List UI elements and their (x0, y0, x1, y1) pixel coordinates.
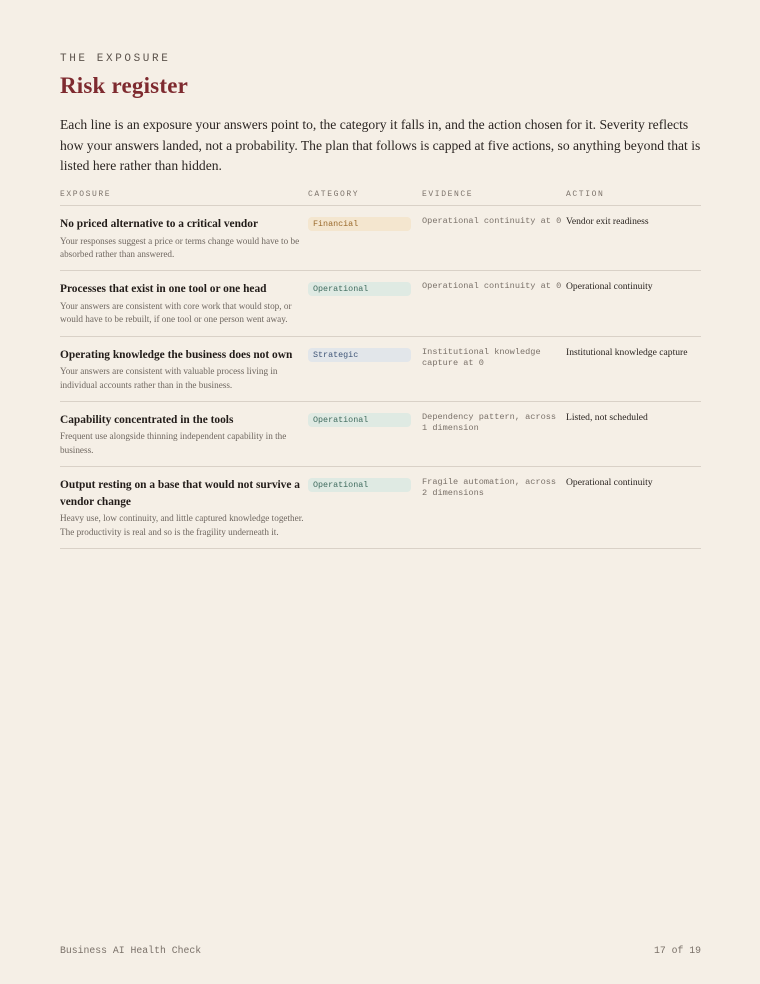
exposure-cell (60, 467, 308, 549)
table-row (60, 336, 701, 401)
category-badge: Financial (308, 217, 411, 231)
action-cell: Institutional knowledge capture (566, 336, 701, 401)
exposure-title: Processes that exist in one tool or one head (60, 283, 267, 296)
exposure-cell (60, 206, 308, 271)
category-cell (308, 206, 422, 271)
table-row (60, 206, 701, 271)
exposure-title: Output resting on a base that would not survive a vendor change (60, 479, 300, 508)
table-row (60, 401, 701, 466)
exposure-cell (60, 336, 308, 401)
category-badge: Operational (308, 478, 411, 492)
footer-document-name: Business AI Health Check (60, 945, 202, 956)
category-cell (308, 271, 422, 336)
exposure-description: Your answers are consistent with valuable process living in individual accounts rather than in the business. (60, 366, 278, 390)
evidence-cell: Operational continuity at 0 (422, 206, 566, 271)
page-title: Risk register (60, 73, 189, 98)
table-header-row (60, 187, 701, 206)
intro-paragraph: Each line is an exposure your answers point to, the category it falls in, and the action chosen for it. Severity reflects how your answers landed, not a probability. The plan that follows is capped at five actions, so anything beyond that is listed here rather than hidden. (60, 117, 701, 173)
evidence-cell: Institutional knowledge capture at 0 (422, 336, 566, 401)
column-header-category: CATEGORY (308, 187, 422, 206)
action-cell: Operational continuity (566, 271, 701, 336)
column-header-evidence: EVIDENCE (422, 187, 566, 206)
category-cell (308, 467, 422, 549)
category-badge: Operational (308, 282, 411, 296)
action-cell: Operational continuity (566, 467, 701, 549)
risk-register-table (60, 187, 701, 549)
exposure-description: Heavy use, low continuity, and little captured knowledge together. The productivity is real and so is the fragility underneath it. (60, 513, 304, 537)
exposure-description: Your answers are consistent with core work that would stop, or would have to be rebuilt, if one tool or one person went away. (60, 300, 292, 325)
exposure-description: Frequent use alongside thinning independent capability in the business. (60, 431, 287, 455)
column-header-exposure: EXPOSURE (60, 187, 308, 206)
action-cell: Vendor exit readiness (566, 206, 701, 271)
category-cell (308, 401, 422, 466)
table-row (60, 271, 701, 336)
action-cell: Listed, not scheduled (566, 401, 701, 466)
exposure-title: Operating knowledge the business does not own (60, 348, 293, 361)
evidence-cell: Operational continuity at 0 (422, 271, 566, 336)
category-badge: Operational (308, 413, 411, 427)
evidence-cell: Dependency pattern, across 1 dimension (422, 401, 566, 466)
exposure-cell (60, 401, 308, 466)
exposure-description: Your responses suggest a price or terms change would have to be absorbed rather than answered. (60, 235, 300, 259)
evidence-cell: Fragile automation, across 2 dimensions (422, 467, 566, 549)
table-row (60, 467, 701, 549)
exposure-title: No priced alternative to a critical vendor (60, 218, 259, 230)
exposure-cell (60, 271, 308, 336)
section-label: THE EXPOSURE (60, 53, 171, 65)
column-header-action: ACTION (566, 187, 701, 206)
exposure-title: Capability concentrated in the tools (60, 413, 234, 426)
footer-page-number: 17 of 19 (653, 945, 701, 956)
category-cell (308, 336, 422, 401)
category-badge: Strategic (308, 348, 411, 362)
